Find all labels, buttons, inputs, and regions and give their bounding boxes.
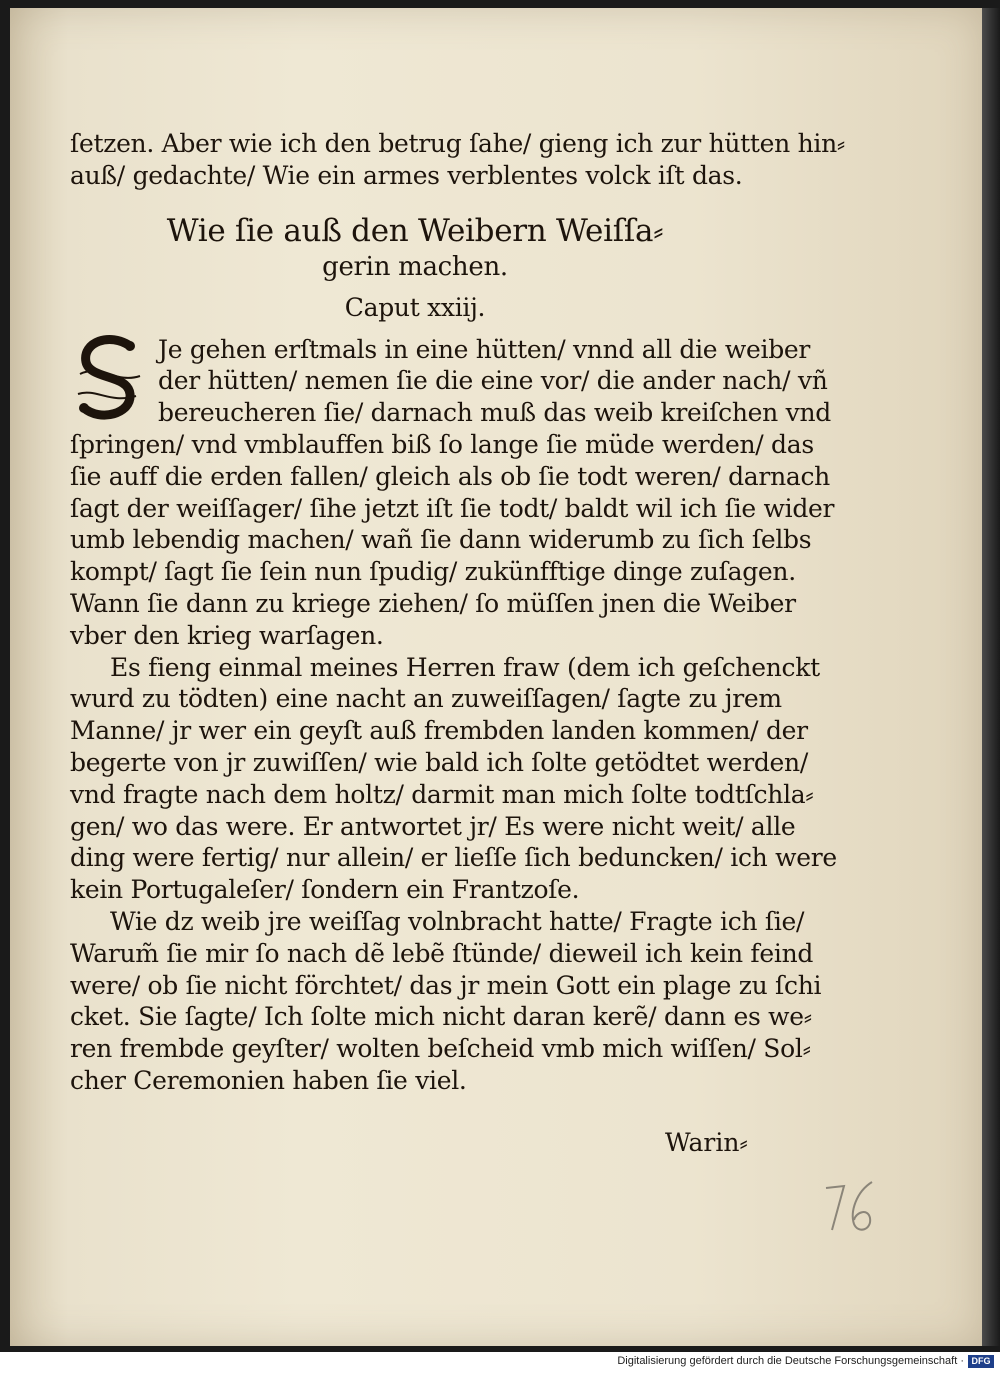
para2-line-3: Manne/ jr wer ein geyſt auß frembden landen kommen/ der xyxy=(70,716,808,746)
intro-line-1: ſetzen. Aber wie ich den betrug ſahe/ gieng ich zur hütten hin⸗ xyxy=(70,129,845,158)
para2-line-2: wurd zu tödten) eine nacht an zuweiſſagen/ ſagte zu jrem xyxy=(70,684,782,714)
footer-bar xyxy=(0,1352,1000,1373)
decorated-initial-icon xyxy=(70,334,154,422)
para3-line-6: cher Ceremonien haben ſie viel. xyxy=(70,1065,467,1095)
drop-line-1: Je gehen erſtmals in eine hütten/ vnnd all die weiber xyxy=(158,334,811,364)
para2-line-8: kein Portugaleſer/ ſondern ein Frantzoſe. xyxy=(70,875,580,905)
catchword: Warin⸗ xyxy=(665,1128,748,1157)
page-edge xyxy=(982,8,1000,1346)
para1-line-6: Wann ſie dann zu kriege ziehen/ ſo müſſen jnen die Weiber xyxy=(70,588,796,618)
para1-line-4: umb lebendig machen/ wañ ſie dann widerumb zu ſich ſelbs xyxy=(70,525,812,555)
para1-line-3: ſagt der weiſſager/ ſihe jetzt iſt ſie todt/ baldt wil ich ſie wider xyxy=(70,493,835,523)
para2-line-4: begerte von jr zuwiſſen/ wie bald ich ſolte getödtet werden/ xyxy=(70,747,808,777)
para3-line-3: were/ ob ſie nicht förchtet/ das jr mein Gott ein plage zu ſchi xyxy=(70,970,822,1000)
drop-cap-paragraph xyxy=(70,334,831,429)
para1-line-7: vber den krieg warſagen. xyxy=(70,620,384,650)
chapter-number: Caput xxiij. xyxy=(344,292,486,322)
para1-line-1: ſpringen/ vnd vmblauffen biß ſo lange ſie müde werden/ das xyxy=(70,429,814,459)
funding-credit: Digitalisierung gefördert durch die Deutsche Forschungsgemeinschaft · xyxy=(617,1355,964,1367)
chapter-heading: Wie ſie auß den Weibern Weiſſa⸗ xyxy=(166,212,664,249)
dfg-logo-icon: DFG xyxy=(968,1355,994,1368)
drop-line-3: bereucheren ſie/ darnach muß das weib kreiſchen vnd xyxy=(158,398,831,428)
chapter-heading-continued: gerin machen. xyxy=(322,251,508,282)
intro-line-2: auß/ gedachte/ Wie ein armes verblentes volck iſt das. xyxy=(70,160,743,190)
para2-line-6: gen/ wo das were. Er antwortet jr/ Es were nicht weit/ alle xyxy=(70,811,796,841)
para3-line-1: Wie dz weib jre weiſſag volnbracht hatte/ Fragte ich ſie/ xyxy=(110,906,805,936)
para2-line-7: ding were fertig/ nur allein/ er lieſſe ſich beduncken/ ich were xyxy=(70,843,837,873)
para1-line-2: ſie auff die erden fallen/ gleich als ob ſie todt weren/ darnach xyxy=(70,461,830,491)
drop-line-2: der hütten/ nemen ſie die eine vor/ die ander nach/ vñ xyxy=(158,366,828,396)
para2-line-1: Es fieng einmal meines Herren fraw (dem ich geſchenckt xyxy=(110,652,820,682)
handwritten-folio-icon xyxy=(822,1178,882,1238)
para3-line-5: ren frembde geyſter/ wolten beſcheid vmb mich wiſſen/ Sol⸗ xyxy=(70,1034,811,1064)
para2-line-5: vnd fragte nach dem holtz/ darmit man mich ſolte todtſchla⸗ xyxy=(70,779,814,809)
para3-line-4: cket. Sie ſagte/ Ich ſolte mich nicht daran kerẽ/ dann es we⸗ xyxy=(70,1002,812,1032)
para1-line-5: kompt/ ſagt ſie ſein nun ſpudig/ zukünfftige dinge zuſagen. xyxy=(70,557,796,587)
para3-line-2: Warum̃ ſie mir ſo nach dẽ lebẽ ſtünde/ dieweil ich kein feind xyxy=(70,938,814,968)
book-page xyxy=(10,8,982,1346)
page-text xyxy=(70,128,845,1097)
